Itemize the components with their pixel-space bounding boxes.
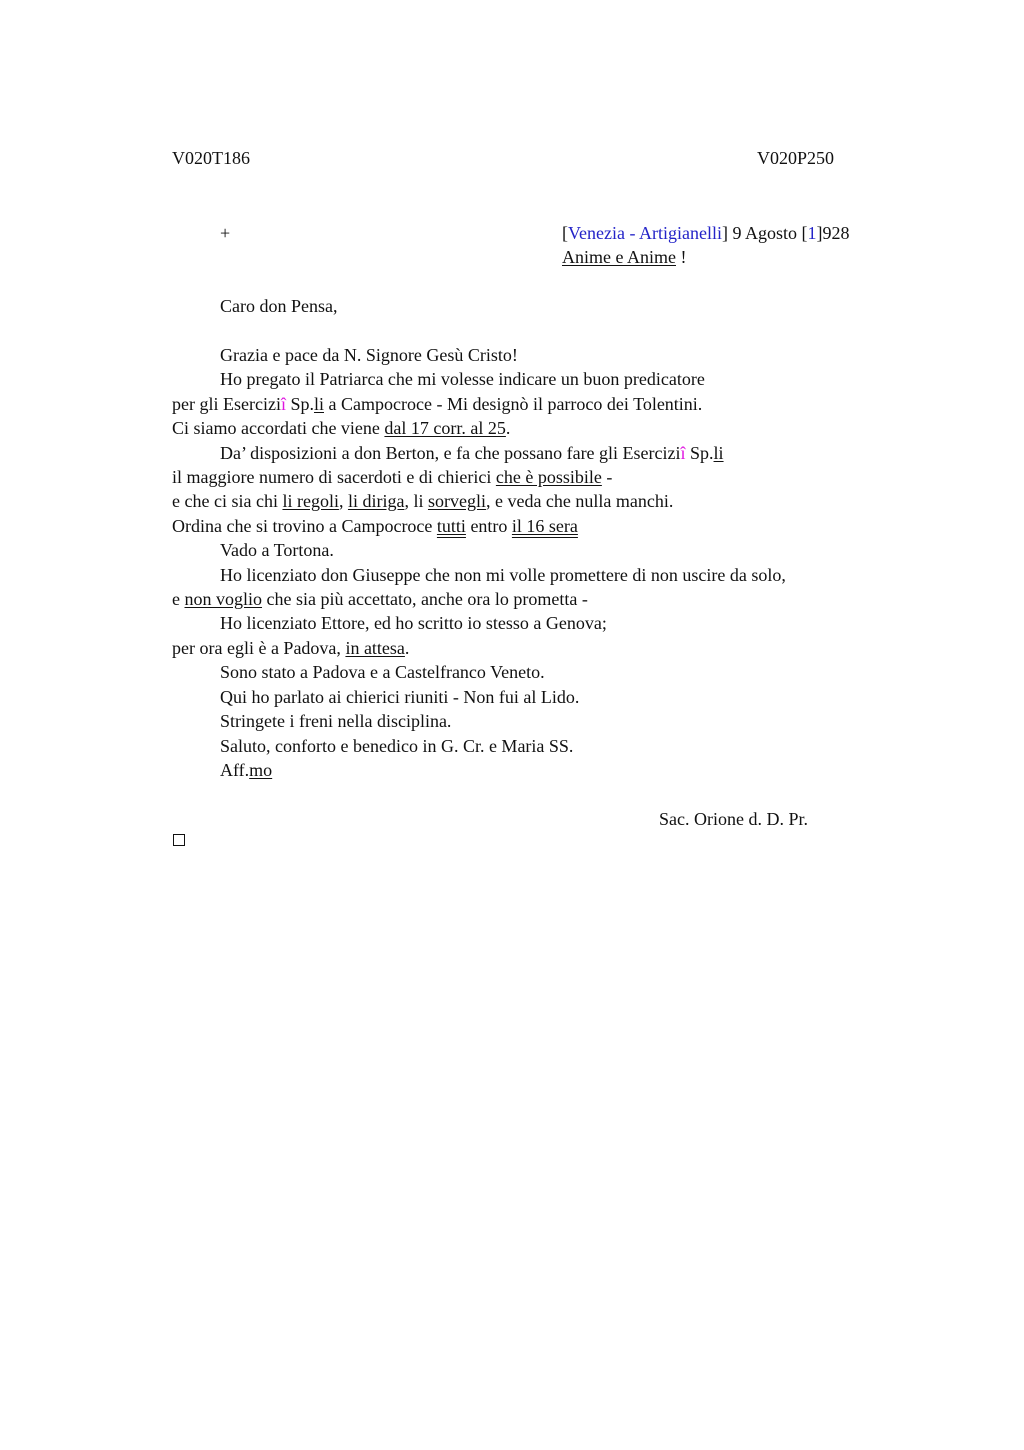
body-line: Qui ho parlato ai chierici riuniti - Non fui al Lido. bbox=[220, 687, 580, 707]
double-underlined-text: tutti bbox=[436, 516, 466, 536]
motto-end: ! bbox=[675, 247, 687, 267]
text: che sia più accettato, anche ora lo prometta - bbox=[262, 589, 588, 609]
body-line bbox=[172, 490, 673, 512]
text: - bbox=[601, 467, 613, 487]
end-square-icon bbox=[173, 834, 185, 846]
text: . bbox=[505, 418, 511, 438]
editorial-mark: î bbox=[280, 394, 286, 414]
doc-code-left: V020T186 bbox=[172, 148, 250, 168]
editorial-mark: î bbox=[680, 443, 686, 463]
text: a Campocroce - Mi designò il parroco dei Tolentini. bbox=[324, 394, 703, 414]
text: Ordina che si trovino a Campocroce bbox=[172, 516, 437, 536]
body-line bbox=[172, 515, 578, 537]
bracket-open: [ bbox=[562, 223, 568, 243]
abbrev-suffix: li bbox=[313, 394, 324, 414]
text: per gli Esercizi bbox=[172, 394, 281, 414]
body-line: Ho pregato il Patriarca che mi volesse indicare un buon predicatore bbox=[220, 369, 705, 389]
body-line bbox=[172, 417, 510, 439]
underlined-text: li regoli bbox=[282, 491, 339, 511]
place-name: Venezia - Artigianelli bbox=[568, 223, 722, 243]
text: e bbox=[172, 589, 185, 609]
motto-line bbox=[562, 246, 686, 268]
text: , e veda che nulla manchi. bbox=[485, 491, 674, 511]
cross-mark: + bbox=[220, 223, 231, 243]
body-line bbox=[172, 588, 588, 610]
body-line bbox=[172, 466, 612, 488]
year-rest: ]928 bbox=[816, 223, 850, 243]
underlined-text: non voglio bbox=[184, 589, 263, 609]
doc-code-right: V020P250 bbox=[757, 148, 835, 168]
text: per ora egli è a Padova, bbox=[172, 638, 346, 658]
salutation: Caro don Pensa, bbox=[220, 296, 338, 316]
body-line: Vado a Tortona. bbox=[220, 540, 334, 560]
text: il maggiore numero di sacerdoti e di chierici bbox=[172, 467, 496, 487]
body-line: Ho licenziato Ettore, ed ho scritto io stesso a Genova; bbox=[220, 613, 607, 633]
text: Aff. bbox=[220, 760, 250, 780]
underlined-text: mo bbox=[249, 760, 273, 780]
body-line bbox=[172, 637, 409, 659]
date-text: ] 9 Agosto [ bbox=[721, 223, 808, 243]
text: , li bbox=[404, 491, 428, 511]
underlined-text: sorvegli bbox=[427, 491, 486, 511]
underlined-text: li diriga bbox=[347, 491, 405, 511]
underlined-text: in attesa bbox=[345, 638, 405, 658]
place-date-line bbox=[562, 222, 849, 244]
body-line bbox=[172, 393, 702, 415]
signature: Sac. Orione d. D. Pr. bbox=[659, 809, 808, 829]
text: e che ci sia chi bbox=[172, 491, 283, 511]
closing-line bbox=[220, 759, 272, 781]
underlined-text: che è possibile bbox=[495, 467, 602, 487]
body-line bbox=[220, 442, 724, 464]
body-line: Sono stato a Padova e a Castelfranco Veneto. bbox=[220, 662, 545, 682]
body-line: Grazia e pace da N. Signore Gesù Cristo! bbox=[220, 345, 518, 365]
motto: Anime e Anime bbox=[562, 247, 676, 267]
text: Sp. bbox=[285, 394, 314, 414]
body-line: Stringete i freni nella disciplina. bbox=[220, 711, 452, 731]
year-digit: 1 bbox=[807, 223, 817, 243]
body-line: Saluto, conforto e benedico in G. Cr. e Maria SS. bbox=[220, 736, 574, 756]
text: , bbox=[338, 491, 348, 511]
text: entro bbox=[465, 516, 512, 536]
text: Da’ disposizioni a don Berton, e fa che possano fare gli Esercizi bbox=[220, 443, 681, 463]
text: . bbox=[404, 638, 410, 658]
abbrev-suffix: li bbox=[713, 443, 724, 463]
text: Ci siamo accordati che viene bbox=[172, 418, 385, 438]
body-line: Ho licenziato don Giuseppe che non mi volle promettere di non uscire da solo, bbox=[220, 565, 786, 585]
text: Sp. bbox=[685, 443, 714, 463]
double-underlined-text: il 16 sera bbox=[511, 516, 578, 536]
underlined-text: dal 17 corr. al 25 bbox=[384, 418, 506, 438]
